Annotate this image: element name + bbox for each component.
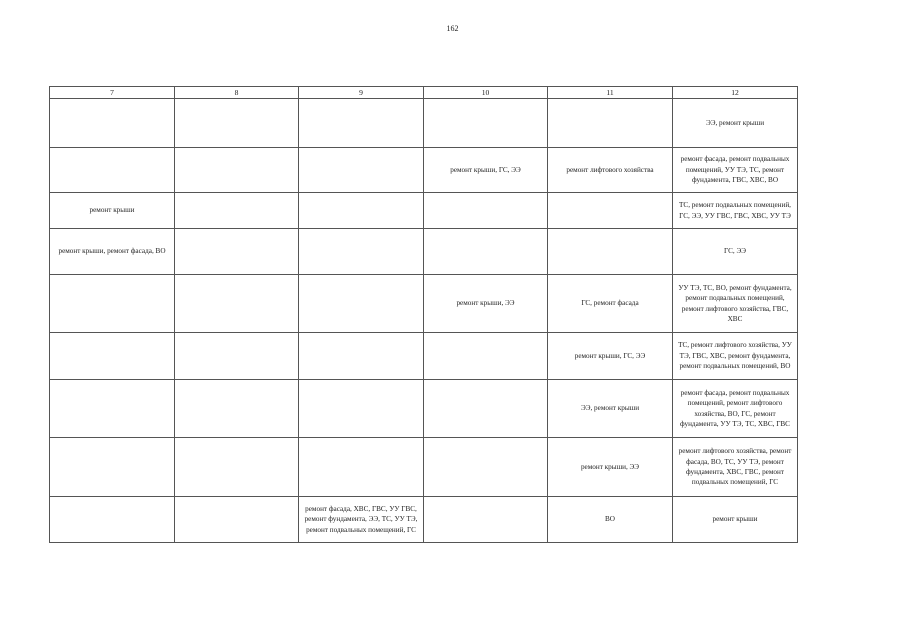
column-header-8: 8 — [175, 87, 299, 99]
table-cell — [299, 99, 424, 148]
header-row — [50, 87, 798, 99]
table-cell: ремонт крыши — [50, 193, 175, 229]
table-cell — [299, 229, 424, 275]
table-cell: ЭЭ, ремонт крыши — [548, 380, 673, 438]
table-cell — [175, 148, 299, 193]
table-cell — [50, 275, 175, 333]
table-cell — [424, 229, 548, 275]
table-cell — [175, 193, 299, 229]
table-cell — [50, 380, 175, 438]
table-cell — [548, 193, 673, 229]
table-row — [50, 229, 798, 275]
table-cell — [424, 193, 548, 229]
table-row — [50, 438, 798, 497]
table-cell: ВО — [548, 497, 673, 543]
table-cell — [50, 333, 175, 380]
table-cell — [548, 229, 673, 275]
table-cell: ГС, ремонт фасада — [548, 275, 673, 333]
table-cell — [175, 275, 299, 333]
table-cell: ремонт крыши, ГС, ЭЭ — [548, 333, 673, 380]
table-cell — [299, 148, 424, 193]
table-cell — [175, 333, 299, 380]
table-cell: ремонт лифтового хозяйства, ремонт фасада, ВО, ТС, УУ ТЭ, ремонт фундамента, ХВС, ГВС, ремонт подвальных помещений, ГС — [673, 438, 798, 497]
table-cell — [424, 380, 548, 438]
table-row — [50, 148, 798, 193]
table-cell: ремонт крыши, ЭЭ — [424, 275, 548, 333]
table-cell: УУ ТЭ, ТС, ВО, ремонт фундамента, ремонт подвальных помещений, ремонт лифтового хозяйства, ГВС, ХВС — [673, 275, 798, 333]
table-cell — [175, 380, 299, 438]
table-cell: ремонт лифтового хозяйства — [548, 148, 673, 193]
table-row — [50, 275, 798, 333]
data-table — [49, 86, 798, 543]
column-header-10: 10 — [424, 87, 548, 99]
table-row — [50, 380, 798, 438]
column-header-11: 11 — [548, 87, 673, 99]
table-cell — [299, 333, 424, 380]
table-row — [50, 99, 798, 148]
table-cell — [424, 497, 548, 543]
table-cell — [175, 229, 299, 275]
column-header-7: 7 — [50, 87, 175, 99]
table-cell: ремонт крыши, ремонт фасада, ВО — [50, 229, 175, 275]
table-cell: ТС, ремонт лифтового хозяйства, УУ ТЭ, ГВС, ХВС, ремонт фундамента, ремонт подвальных помещений, ВО — [673, 333, 798, 380]
table-cell — [299, 380, 424, 438]
table-cell — [50, 99, 175, 148]
table-cell: ремонт фасада, ремонт подвальных помещений, ремонт лифтового хозяйства, ВО, ГС, ремонт фундамента, УУ ТЭ, ТС, ХВС, ГВС — [673, 380, 798, 438]
table-cell — [50, 148, 175, 193]
table-cell — [175, 438, 299, 497]
table-cell: ремонт фасада, ремонт подвальных помещений, УУ ТЭ, ТС, ремонт фундамента, ГВС, ХВС, ВО — [673, 148, 798, 193]
table-cell: ЭЭ, ремонт крыши — [673, 99, 798, 148]
column-header-9: 9 — [299, 87, 424, 99]
page-number: 162 — [446, 24, 459, 33]
table-cell — [299, 438, 424, 497]
table-cell: ремонт крыши — [673, 497, 798, 543]
table-row — [50, 497, 798, 543]
table-cell — [424, 333, 548, 380]
table-cell: ТС, ремонт подвальных помещений, ГС, ЭЭ, УУ ГВС, ГВС, ХВС, УУ ТЭ — [673, 193, 798, 229]
table-row — [50, 333, 798, 380]
table-cell — [175, 99, 299, 148]
table-cell: ГС, ЭЭ — [673, 229, 798, 275]
table-cell: ремонт крыши, ГС, ЭЭ — [424, 148, 548, 193]
table-row — [50, 193, 798, 229]
table-cell — [299, 193, 424, 229]
table-cell — [175, 497, 299, 543]
table-cell — [548, 99, 673, 148]
table-cell: ремонт фасада, ХВС, ГВС, УУ ГВС, ремонт фундамента, ЭЭ, ТС, УУ ТЭ, ремонт подвальных помещений, ГС — [299, 497, 424, 543]
column-header-12: 12 — [673, 87, 798, 99]
table-cell: ремонт крыши, ЭЭ — [548, 438, 673, 497]
table-cell — [424, 438, 548, 497]
table-cell — [50, 438, 175, 497]
table-cell — [299, 275, 424, 333]
table-cell — [50, 497, 175, 543]
table-cell — [424, 99, 548, 148]
